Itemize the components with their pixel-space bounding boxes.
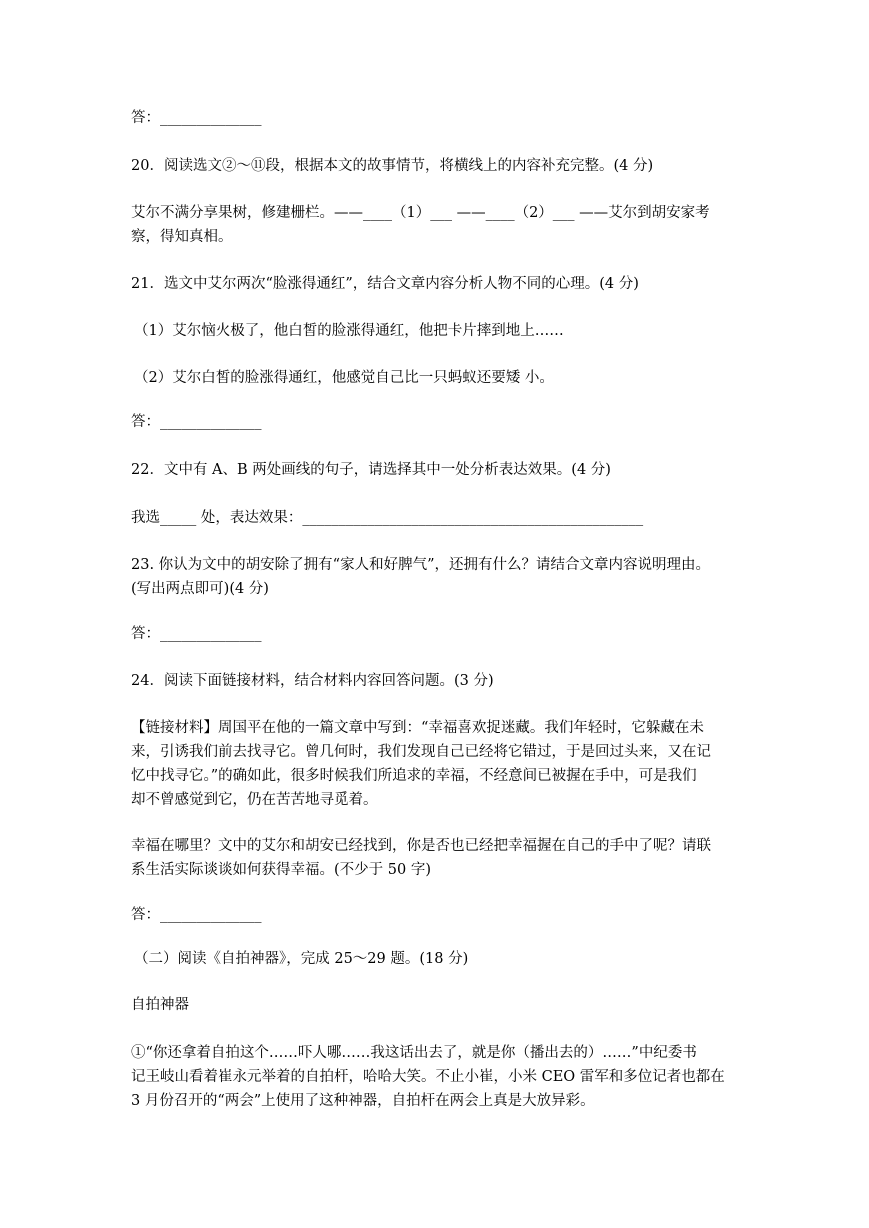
question-20-body-line-1: 艾尔不满分享果树，修建栅栏。——____（1）___ ——____（2）___ ——艾尔到胡安家考 — [131, 205, 710, 221]
link-material-line-1: 【链接材料】周国平在他的一篇文章中写到：“幸福喜欢捉迷藏。我们年轻时，它躲藏在未 — [131, 720, 704, 736]
paragraph-1-line-1: ①“你还拿着自拍这个……吓人哪……我这话出去了，就是你（播出去的）……”中纪委书 — [131, 1045, 697, 1061]
answer-line: 答：______________ — [131, 907, 262, 923]
answer-line: 答：______________ — [131, 414, 262, 430]
question-24-body-line-1: 幸福在哪里？文中的艾尔和胡安已经找到，你是否也已经把幸福握在自己的手中了呢？请联 — [131, 838, 711, 854]
question-23-line-2: (写出两点即可)(4 分) — [131, 581, 269, 597]
link-material-line-4: 却不曾感觉到它，仍在苦苦地寻觅着。 — [131, 792, 378, 808]
question-24: 24．阅读下面链接材料，结合材料内容回答问题。(3 分) — [131, 673, 494, 689]
section-2-heading: （二）阅读《自拍神器》，完成 25～29 题。(18 分) — [134, 951, 469, 967]
paragraph-1-line-3: 3 月份召开的“两会”上使用了这种神器，自拍杆在两会上真是大放异彩。 — [131, 1093, 595, 1109]
answer-line: 答：______________ — [131, 626, 262, 642]
link-material-line-2: 来，引诱我们前去找寻它。曾几何时，我们发现自己已经将它错过，于是回过头来，又在记 — [131, 744, 711, 760]
paragraph-1-line-2: 记王岐山看着崔永元举着的自拍杆，哈哈大笑。不止小崔，小米 CEO 雷军和多位记者也都在 — [131, 1069, 725, 1085]
question-21: 21．选文中艾尔两次“脸涨得通红”，结合文章内容分析人物不同的心理。(4 分) — [131, 276, 639, 292]
question-22: 22．文中有 A、B 两处画线的句子，请选择其中一处分析表达效果。(4 分) — [131, 462, 611, 478]
question-22-answer: 我选_____ 处，表达效果：_______________________________________________ — [131, 510, 644, 526]
answer-line: 答：______________ — [131, 110, 262, 126]
question-21-sentence-1: （1）艾尔恼火极了，他白皙的脸涨得通红，他把卡片摔到地上…… — [134, 323, 564, 339]
article-title: 自拍神器 — [131, 997, 189, 1013]
question-23-line-1: 23. 你认为文中的胡安除了拥有“家人和好脾气”，还拥有什么？请结合文章内容说明理由。 — [131, 557, 710, 573]
link-material-line-3: 忆中找寻它。”的确如此，很多时候我们所追求的幸福，不经意间已被握在手中，可是我们 — [131, 768, 697, 784]
question-21-sentence-2: （2）艾尔白皙的脸涨得通红，他感觉自己比一只蚂蚁还要矮 小。 — [134, 370, 554, 386]
question-20-body-line-2: 察，得知真相。 — [131, 229, 233, 245]
question-20: 20．阅读选文②～⑪段，根据本文的故事情节，将横线上的内容补充完整。(4 分) — [131, 158, 654, 174]
question-24-body-line-2: 系生活实际谈谈如何获得幸福。(不少于 50 字) — [131, 862, 431, 878]
